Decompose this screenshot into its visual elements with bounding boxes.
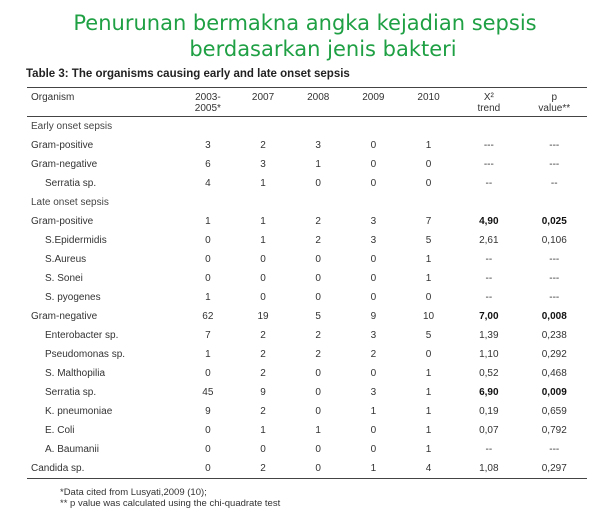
table-cell: 2	[315, 235, 321, 246]
organism-name: Gram-positive	[31, 140, 94, 151]
table-cell: --	[485, 254, 493, 265]
table-cell: 0	[315, 178, 321, 189]
table-cell: 0,106	[541, 235, 567, 246]
table-row	[27, 383, 587, 402]
table-cell: 1	[425, 387, 432, 398]
organism-name: Gram-negative	[31, 311, 98, 322]
headline-line-1: Penurunan bermakna angka kejadian sepsis	[73, 11, 537, 35]
table-row	[27, 440, 587, 459]
column-header-4: 2009	[362, 92, 385, 103]
table-cell: 1	[425, 425, 432, 436]
table-header-row	[27, 88, 587, 117]
table-cell: 0	[260, 444, 266, 455]
table-cell: 5	[425, 235, 432, 246]
table-cell: 1	[315, 425, 321, 436]
table-cell: 1	[425, 444, 432, 455]
table-cell: 0	[370, 368, 377, 379]
table-row	[27, 155, 587, 174]
table-cell: 1,39	[479, 330, 499, 341]
table-row	[27, 136, 587, 155]
table-cell: 3	[370, 387, 377, 398]
table-cell: 0	[370, 444, 377, 455]
table-cell: 0,009	[541, 387, 567, 398]
table-cell: 10	[422, 311, 435, 322]
table-cell: 7,00	[479, 311, 499, 322]
table-cell: 0,07	[479, 425, 499, 436]
table-cell: 1	[425, 140, 432, 151]
table-cell: 9	[370, 311, 377, 322]
organism-name: Candida sp.	[31, 463, 85, 474]
column-header-3: 2008	[307, 92, 330, 103]
table-cell: 0	[260, 273, 266, 284]
table-cell: 0	[315, 368, 321, 379]
table-cell: 1,08	[479, 463, 499, 474]
table-cell: 0	[315, 254, 321, 265]
organism-name: Serratia sp.	[45, 387, 97, 398]
table-footnotes	[60, 487, 280, 509]
table-cell: 1	[205, 216, 211, 227]
table-cell: 9	[205, 406, 211, 417]
table-cell: 45	[202, 387, 214, 398]
section-label: Late onset sepsis	[31, 197, 109, 208]
organism-name: Gram-negative	[31, 159, 98, 170]
table-cell: 0	[260, 292, 266, 303]
organism-name: S. pyogenes	[45, 292, 101, 303]
table-cell: 1	[205, 349, 211, 360]
table-row	[27, 269, 587, 288]
table-cell: --	[485, 178, 493, 189]
table-cell: 2	[260, 140, 266, 151]
table-row	[27, 364, 587, 383]
table-cell: 3	[205, 140, 211, 151]
table-cell: 0	[370, 178, 377, 189]
table-cell: 2	[260, 406, 266, 417]
table-cell: 0	[205, 463, 211, 474]
table-cell: 0	[425, 292, 432, 303]
table-cell: 0	[205, 425, 211, 436]
table-cell: 1	[260, 178, 266, 189]
column-header-7: p value**	[538, 92, 571, 114]
table-cell: 0,19	[479, 406, 499, 417]
section-row	[27, 117, 587, 137]
table-cell: 2	[260, 368, 266, 379]
table-cell: ---	[483, 159, 494, 170]
table-cell: 0	[205, 235, 211, 246]
table-cell: 6	[205, 159, 211, 170]
table-cell: 1	[260, 235, 266, 246]
table-cell: 9	[260, 387, 266, 398]
table-cell: 0	[370, 273, 377, 284]
table-cell: 0,468	[541, 368, 567, 379]
table-cell: 5	[425, 330, 432, 341]
table-cell: 0	[425, 178, 432, 189]
footnote-p-value: ** p value was calculated using the chi-quadrate test	[60, 498, 281, 509]
table-row	[27, 459, 587, 479]
table-row	[27, 250, 587, 269]
table-cell: 0	[315, 292, 321, 303]
table-cell: ---	[549, 159, 560, 170]
table-row	[27, 307, 587, 326]
table-cell: 0,52	[479, 368, 499, 379]
table-cell: 0,025	[541, 216, 567, 227]
table-cell: 0	[205, 368, 211, 379]
table-cell: 0	[205, 273, 211, 284]
organism-name: Gram-positive	[31, 216, 94, 227]
table-cell: 1	[205, 292, 211, 303]
table-cell: 4	[205, 178, 211, 189]
table-cell: 0	[425, 159, 432, 170]
column-header-0: Organism	[31, 92, 75, 103]
table-cell: --	[550, 178, 558, 189]
table-row	[27, 326, 587, 345]
organism-name: Pseudomonas sp.	[45, 349, 126, 360]
table-caption: Table 3: The organisms causing early and late onset sepsis	[26, 68, 350, 80]
table-cell: ---	[549, 292, 560, 303]
table-cell: 2	[315, 216, 321, 227]
table-cell: 0,297	[541, 463, 567, 474]
column-header-1: 2003- 2005*	[194, 92, 221, 114]
table-cell: --	[485, 292, 493, 303]
table-cell: 3	[370, 330, 377, 341]
table-cell: 2,61	[479, 235, 499, 246]
table-cell: 4,90	[479, 216, 499, 227]
table-row	[27, 421, 587, 440]
organisms-table	[27, 87, 587, 479]
organism-name: E. Coli	[45, 425, 75, 436]
table-cell: 0	[370, 159, 377, 170]
table-cell: 0	[315, 387, 321, 398]
organism-name: K. pneumoniae	[45, 406, 113, 417]
table-cell: ---	[549, 140, 560, 151]
organism-name: Serratia sp.	[45, 178, 97, 189]
table-cell: 2	[315, 349, 321, 360]
slide-headline	[0, 10, 610, 62]
table-cell: ---	[549, 444, 560, 455]
column-header-6: X² trend	[477, 92, 501, 114]
table-cell: 1	[260, 216, 266, 227]
column-header-2: 2007	[251, 92, 275, 103]
table-cell: 0	[315, 444, 321, 455]
table-cell: 0	[205, 254, 211, 265]
table-cell: 3	[370, 216, 377, 227]
organism-name: S.Aureus	[45, 254, 87, 265]
table-cell: 0	[315, 463, 321, 474]
table-cell: 1,10	[479, 349, 499, 360]
table-cell: 0	[315, 406, 321, 417]
table-cell: 0,008	[541, 311, 567, 322]
table-cell: 62	[202, 311, 214, 322]
organism-name: A. Baumanii	[45, 444, 99, 455]
section-row	[27, 193, 587, 212]
table-cell: ---	[549, 254, 560, 265]
table-cell: 1	[315, 159, 321, 170]
table-cell: 19	[257, 311, 269, 322]
table-cell: 2	[315, 330, 321, 341]
table-cell: 1	[370, 406, 377, 417]
table-cell: 1	[425, 406, 432, 417]
table-cell: 2	[370, 349, 377, 360]
table-cell: 0	[260, 254, 266, 265]
table-cell: 1	[425, 254, 432, 265]
table-cell: 7	[205, 330, 211, 341]
section-label: Early onset sepsis	[31, 121, 113, 132]
table-row	[27, 402, 587, 421]
table-cell: ---	[549, 273, 560, 284]
table-cell: 3	[370, 235, 377, 246]
table-cell: ---	[483, 140, 494, 151]
table-row	[27, 212, 587, 231]
table-cell: 3	[315, 140, 321, 151]
column-header-5: 2010	[417, 92, 440, 103]
table-cell: 2	[260, 330, 266, 341]
table-cell: 0	[315, 273, 321, 284]
table-cell: 5	[315, 311, 321, 322]
organism-name: S.Epidermidis	[45, 235, 107, 246]
footnote-data-source: *Data cited from Lusyati,2009 (10);	[60, 487, 207, 498]
table-cell: 2	[260, 349, 266, 360]
table-cell: 0	[205, 444, 211, 455]
table-body	[27, 117, 587, 479]
table-row	[27, 231, 587, 250]
table-cell: 0	[370, 254, 377, 265]
table-cell: 2	[260, 463, 266, 474]
table-cell: 7	[425, 216, 432, 227]
table-cell: 4	[425, 463, 432, 474]
table-row	[27, 288, 587, 307]
table-cell: 0	[370, 140, 377, 151]
table-cell: 3	[260, 159, 266, 170]
table-cell: 1	[425, 368, 432, 379]
table-cell: 0,659	[541, 406, 567, 417]
organism-name: Enterobacter sp.	[45, 330, 119, 341]
table-cell: --	[485, 444, 493, 455]
table-cell: 1	[425, 273, 432, 284]
table-cell: 1	[370, 463, 377, 474]
table-cell: 0,292	[541, 349, 567, 360]
table-cell: 0	[370, 292, 377, 303]
table-row	[27, 345, 587, 364]
table-cell: 0	[370, 425, 377, 436]
table-cell: --	[485, 273, 493, 284]
table-cell: 1	[260, 425, 266, 436]
table-cell: 0,238	[541, 330, 567, 341]
table-cell: 6,90	[479, 387, 499, 398]
organism-name: S. Sonei	[45, 273, 83, 284]
organism-name: S. Malthopilia	[45, 368, 106, 379]
table-cell: 0,792	[541, 425, 567, 436]
table-cell: 0	[425, 349, 432, 360]
table-row	[27, 174, 587, 193]
headline-line-2: berdasarkan jenis bakteri	[189, 37, 457, 61]
